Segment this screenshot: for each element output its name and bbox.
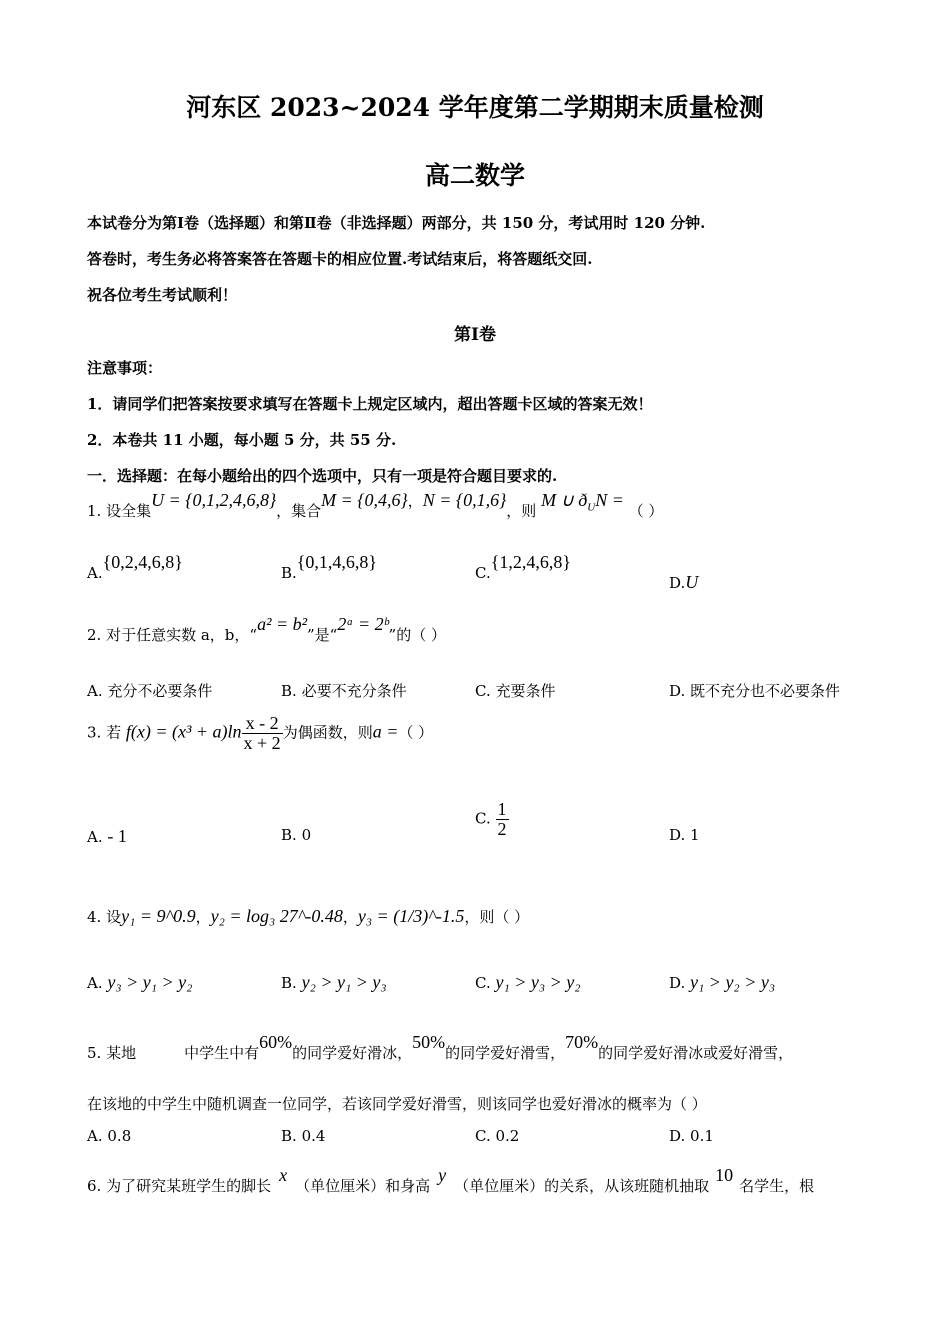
option-label: B. (281, 1127, 297, 1145)
option-math: {0,1,4,6,8} (296, 552, 378, 572)
option-label: A. (87, 564, 103, 582)
q4-suffix: ，则（ ） (464, 908, 530, 926)
q2-option-c[interactable] (475, 680, 556, 701)
q4-y3: y₃ = (1/3)^-1.5 (357, 906, 465, 926)
option-label: B. (281, 826, 297, 844)
option-label: A. (87, 828, 103, 846)
q2-option-a[interactable] (87, 680, 212, 701)
q1-expr-part-2: N = (595, 490, 624, 510)
option-math: {1,2,4,6,8} (490, 552, 571, 572)
option-label: A. (87, 682, 103, 700)
q1-paren: （ ） (628, 502, 664, 520)
question-1 (87, 490, 664, 524)
q2-suffix: ”的（ ） (388, 626, 446, 644)
question-2 (87, 614, 446, 645)
notes-item-2: 2．本卷共 11 小题，每小题 5 分，共 55 分. (87, 431, 397, 449)
option-label: C. (475, 1127, 491, 1145)
q3-prefix: 3. 若 (87, 723, 122, 742)
q3-ask: a = (372, 721, 399, 742)
option-text: 充分不必要条件 (107, 682, 213, 700)
q3-suffix: 为偶函数，则 (282, 723, 373, 742)
fraction-numerator: 1 (497, 799, 507, 819)
q3-paren: （ ） (398, 723, 434, 742)
q6-var-y: y (438, 1165, 447, 1185)
q1-option-b[interactable] (281, 552, 378, 583)
q1-mid: ，集合 (276, 502, 322, 520)
q3-option-c[interactable] (475, 800, 509, 839)
q4-y1: y₁ = 9^0.9 (121, 906, 196, 926)
q4-option-b[interactable] (281, 972, 387, 993)
q6-text-d: 名学生，根 (739, 1177, 815, 1195)
q4-option-a[interactable] (87, 972, 192, 993)
q1-expr-sub: U (587, 501, 596, 514)
q3-option-d[interactable] (669, 826, 700, 844)
q3-fraction-numerator: x - 2 (242, 714, 283, 734)
question-3 (87, 714, 433, 753)
q5-text-d: 的同学爱好滑雪， (445, 1044, 566, 1062)
option-text: 1 (690, 826, 700, 844)
q5-option-b[interactable] (281, 1127, 325, 1145)
question-5-line-1 (87, 1032, 794, 1063)
q2-mid: ”是“ (307, 626, 338, 644)
option-text: 0.1 (690, 1127, 714, 1145)
option-text: 0 (301, 826, 312, 844)
question-5-line-2: 在该地的中学生中随机调查一位同学，若该同学爱好滑雪，则该同学也爱好滑冰的概率为（ ） (87, 1095, 707, 1113)
q2-option-d[interactable] (669, 680, 840, 701)
option-label: B. (281, 564, 297, 582)
q3-function: f(x) = (x³ + a)ln (125, 721, 242, 742)
option-label: D. (669, 826, 686, 844)
exam-subject: 高二数学 (424, 161, 525, 190)
q4-option-d[interactable] (669, 972, 775, 993)
option-label: C. (475, 974, 491, 992)
intro-line-1: 本试卷分为第Ⅰ卷（选择题）和第Ⅱ卷（非选择题）两部分，共 150 分，考试用时 120 分钟. (87, 214, 706, 232)
q5-percent-1: 60% (259, 1032, 293, 1052)
q5-option-c[interactable] (475, 1127, 519, 1145)
question-6 (87, 1165, 815, 1196)
q3-option-a[interactable] (87, 826, 127, 847)
q6-text-a: 6. 为了研究某班学生的脚长 (87, 1177, 272, 1195)
option-label: D. (669, 1127, 686, 1145)
option-label: B. (281, 974, 297, 992)
option-text: 必要不充分条件 (301, 682, 407, 700)
q5-text-a: 5. 某地 (87, 1044, 137, 1062)
q1-set-u: U = {0,1,2,4,6,8} (151, 490, 277, 510)
option-label: D. (669, 574, 686, 592)
option-label: A. (87, 974, 103, 992)
option-math: {0,2,4,6,8} (102, 552, 183, 572)
option-math: y₂ > y₁ > y₃ (301, 972, 387, 992)
question-4: 4. 设y₁ = 9^0.9，y₂ = log₃ 27^-0.48，y₃ = (1/3)^-1.5，则（ ） (87, 906, 530, 926)
q1-set-m: M = {0,4,6} (321, 490, 408, 510)
q1-option-d[interactable] (669, 572, 698, 593)
q1-option-c[interactable] (475, 552, 571, 583)
option-label: A. (87, 1127, 103, 1145)
exam-title: 河东区 2023~2024 学年度第二学期期末质量检测 (186, 93, 764, 122)
option-label: D. (669, 974, 686, 992)
option-text: 0.2 (495, 1127, 520, 1145)
option-text: 充要条件 (495, 682, 556, 700)
option-label: D. (669, 682, 686, 700)
option-math: y₁ > y₃ > y₂ (495, 972, 581, 992)
intro-line-2: 答卷时，考生务必将答案答在答题卡的相应位置.考试结束后，将答题纸交回. (87, 250, 593, 268)
q6-text-c: （单位厘米）的关系，从该班随机抽取 (454, 1177, 710, 1195)
q4-y2: y₂ = log₃ 27^-0.48 (210, 906, 343, 926)
q1-expr-part: M ∪ ð (541, 490, 588, 510)
option-math: U (685, 572, 699, 592)
q1-comma: ， (407, 492, 423, 510)
option-text: 0.8 (107, 1127, 132, 1145)
q1-then: ，则 (506, 502, 537, 520)
q5-option-a[interactable] (87, 1127, 131, 1145)
q2-condition-2: 2ᵃ = 2ᵇ (337, 614, 389, 634)
q1-prefix: 1. 设全集 (87, 502, 152, 520)
q1-set-n: N = {0,1,6} (422, 490, 507, 510)
q3-option-c-fraction (496, 800, 509, 839)
option-text: 0.4 (301, 1127, 326, 1145)
q5-text-e: 的同学爱好滑冰或爱好滑雪， (598, 1044, 794, 1062)
q1-option-a[interactable] (87, 552, 183, 583)
option-text: 既不充分也不必要条件 (690, 682, 841, 700)
part-heading: 一．选择题：在每小题给出的四个选项中，只有一项是符合题目要求的. (87, 467, 558, 485)
q5-text-c: 的同学爱好滑冰， (292, 1044, 413, 1062)
option-math: y₃ > y₁ > y₂ (107, 972, 193, 992)
q2-option-b[interactable] (281, 680, 407, 701)
q5-percent-3: 70% (565, 1032, 599, 1052)
q6-var-x: x (279, 1165, 288, 1185)
option-label: C. (475, 809, 491, 828)
option-math: y₁ > y₂ > y₃ (690, 972, 776, 992)
notes-heading: 注意事项： (87, 359, 163, 377)
q3-fraction (242, 714, 283, 753)
q4-prefix: 4. 设 (87, 908, 122, 926)
q6-count: 10 (715, 1165, 734, 1185)
intro-line-3: 祝各位考生考试顺利！ (87, 286, 238, 304)
notes-item-1: 1．请同学们把答案按要求填写在答题卡上规定区域内，超出答题卡区域的答案无效！ (87, 395, 653, 413)
q5-option-d[interactable] (669, 1127, 714, 1145)
option-text: - 1 (107, 826, 127, 846)
option-label: C. (475, 564, 491, 582)
q5-text-b: 中学生中有 (184, 1044, 260, 1062)
q5-percent-2: 50% (412, 1032, 446, 1052)
q6-text-b: （单位厘米）和身高 (295, 1177, 431, 1195)
q3-fraction-denominator: x + 2 (243, 732, 281, 753)
q1-expression (541, 490, 624, 514)
q3-option-b[interactable] (281, 826, 311, 844)
q2-condition-1: a² = b² (257, 614, 308, 634)
option-label: B. (281, 682, 297, 700)
q2-prefix: 2. 对于任意实数 a，b，“ (87, 626, 258, 644)
fraction-denominator: 2 (497, 818, 507, 839)
q4-option-c[interactable] (475, 972, 581, 993)
section-heading: 第Ⅰ卷 (454, 325, 496, 345)
option-label: C. (475, 682, 491, 700)
